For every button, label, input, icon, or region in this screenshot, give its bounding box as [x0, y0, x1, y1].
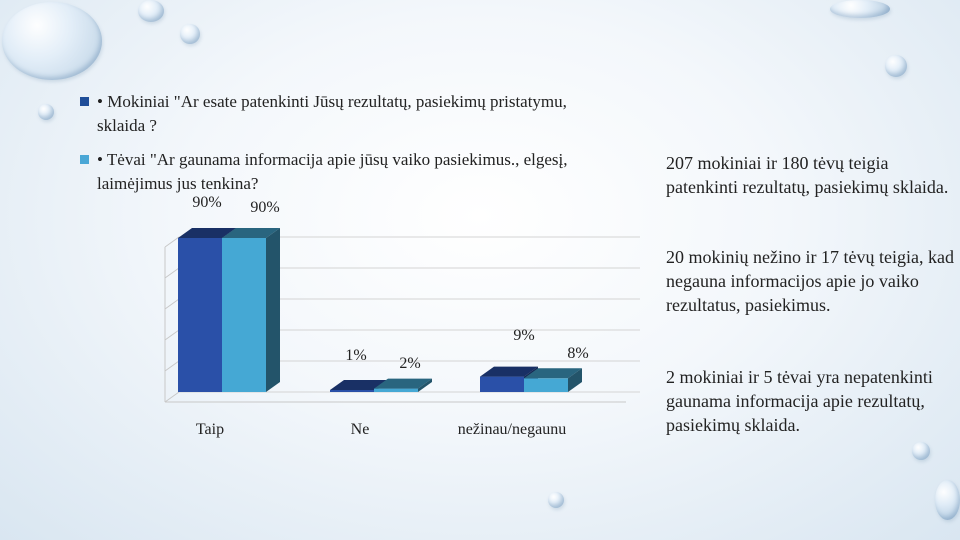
grid-line [165, 392, 179, 402]
data-label: 1% [345, 347, 367, 364]
category-label: nežinau/negaunu [457, 421, 567, 438]
bar [374, 389, 418, 392]
summary-paragraph-3: 2 mokiniai ir 5 tėvai yra nepatenkinti gaunama informacija apie rezultatų, pasiekimų sklaida. [666, 367, 933, 435]
bar [222, 238, 266, 392]
bar [524, 378, 568, 392]
data-label: 2% [399, 355, 421, 372]
bullet-text-cont: sklaida ? [97, 116, 157, 135]
data-label: 90% [250, 199, 280, 216]
bullet-text-cont: laimėjimus jus tenkina? [97, 174, 259, 193]
data-label: 90% [192, 194, 222, 211]
grid-line [165, 237, 179, 247]
category-label: Taip [195, 421, 225, 438]
bar-side [266, 228, 280, 392]
bullet-text: • Mokiniai "Ar esate patenkinti Jūsų rezultatų, pasiekimų pristatymu, [97, 92, 567, 111]
summary-paragraph-1: 207 mokiniai ir 180 tėvų teigia patenkinti rezultatų, pasiekimų sklaida. [666, 153, 949, 197]
category-label: Ne [350, 421, 370, 438]
bar [480, 377, 524, 392]
summary-paragraph-2: 20 mokinių nežino ir 17 tėvų teigia, kad negauna informacijos apie jo vaiko rezultatus, pasiekimus. [666, 247, 954, 315]
data-label: 9% [513, 327, 535, 344]
grid-line [165, 299, 179, 309]
grid-line [165, 330, 179, 340]
bar [330, 390, 374, 392]
data-label: 8% [567, 345, 589, 362]
grid-line [165, 268, 179, 278]
grid-line [165, 361, 179, 371]
bullet-text: • Tėvai "Ar gaunama informacija apie jūsų vaiko pasiekimus., elgesį, [97, 150, 568, 169]
bar [178, 238, 222, 392]
